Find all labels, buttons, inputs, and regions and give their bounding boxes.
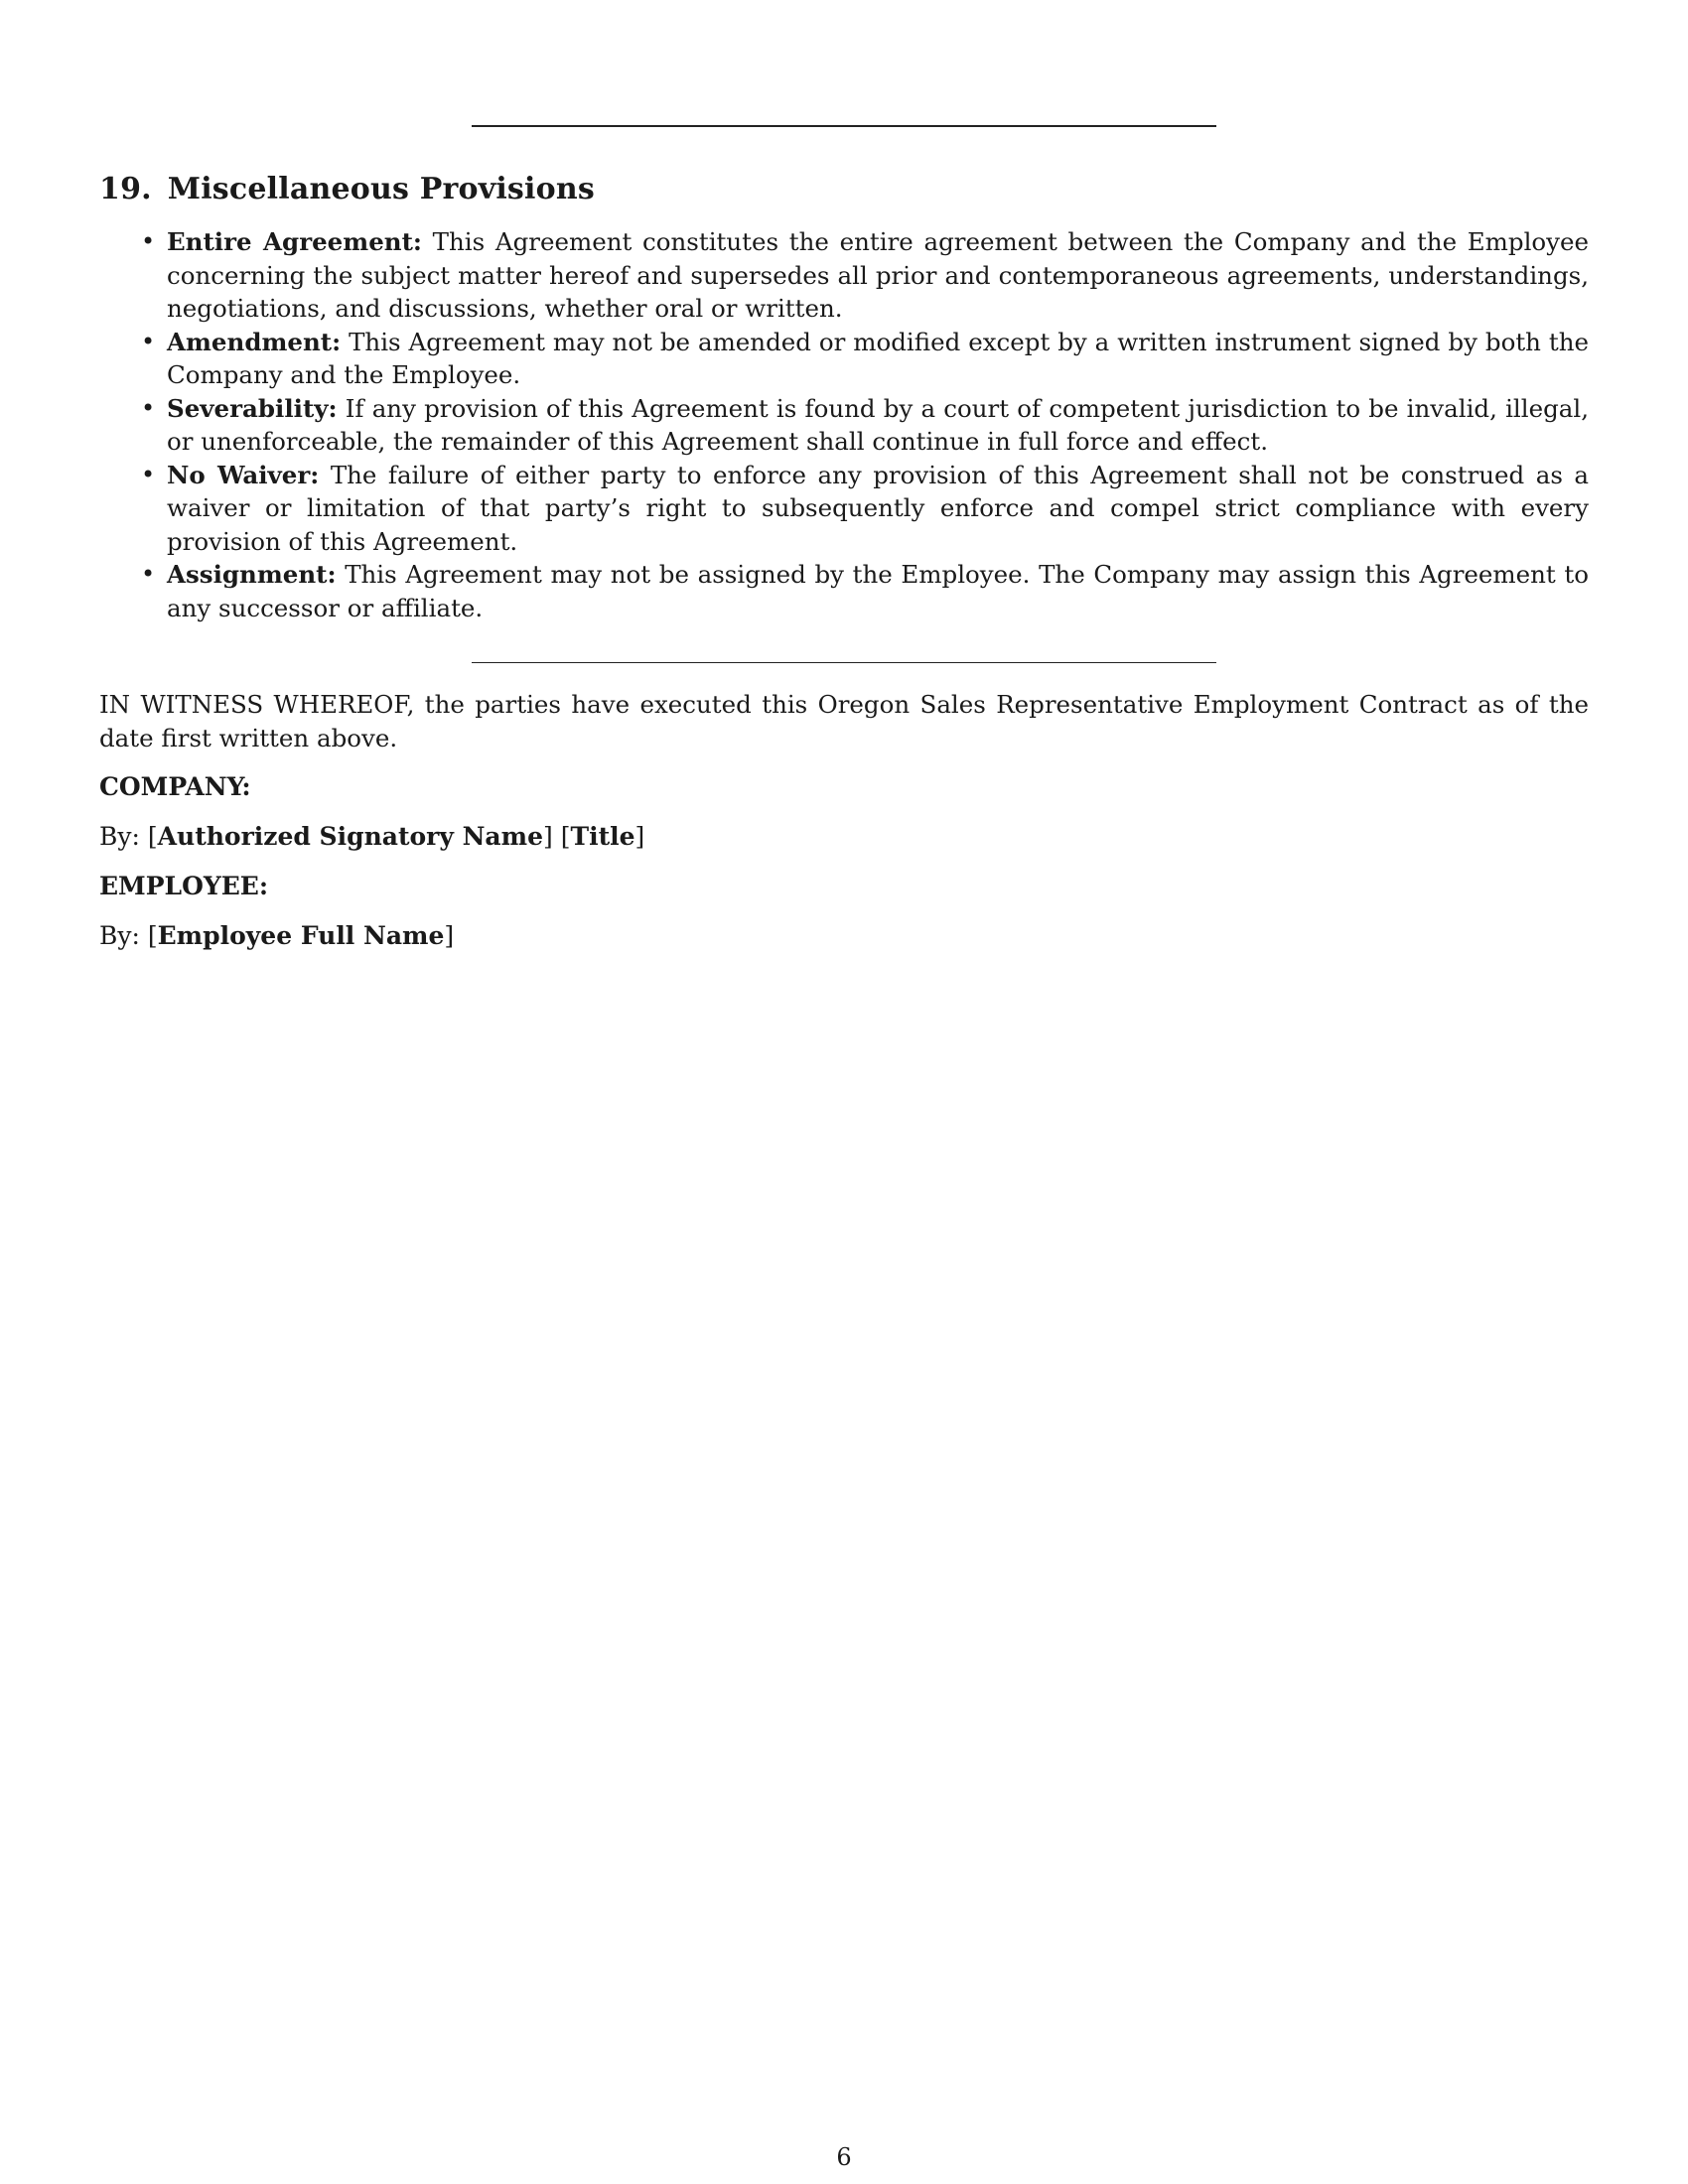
witness-clause: IN WITNESS WHEREOF, the parties have executed this Oregon Sales Representative Employment Contract as of the date first written above. bbox=[99, 690, 1589, 752]
employee-by-prefix: By: bbox=[99, 921, 140, 950]
bullet-icon: • bbox=[141, 560, 156, 588]
list-item bbox=[99, 392, 1589, 459]
document-page bbox=[99, 0, 1589, 2184]
section-number: 19. bbox=[99, 172, 152, 206]
page-number: 6 bbox=[836, 2143, 852, 2171]
provision-text: If any provision of this Agreement is found by a court of competent jurisdiction to be invalid, illegal, or unenforceable, the remainder of this Agreement shall continue in full force and effect. bbox=[167, 393, 1589, 456]
company-title: Title bbox=[570, 822, 635, 851]
bullet-icon: • bbox=[141, 460, 156, 488]
bullet-icon: • bbox=[141, 393, 156, 422]
provision-term: Assignment: bbox=[167, 560, 337, 589]
top-divider bbox=[472, 125, 1216, 127]
provision-text: This Agreement may not be assigned by the Employee. The Company may assign this Agreement to any successor or affiliate. bbox=[167, 560, 1589, 622]
provision-term: Entire Agreement: bbox=[167, 227, 422, 256]
section-title: Miscellaneous Provisions bbox=[167, 172, 595, 206]
section-heading bbox=[99, 172, 595, 206]
list-item bbox=[99, 225, 1589, 326]
company-signatory: Authorized Signatory Name bbox=[157, 822, 543, 851]
provision-text: The failure of either party to enforce any provision of this Agreement shall not be construed as a waiver or limitation of that party’s right to subsequently enforce and compel strict compliance with every provision of this Agreement. bbox=[167, 460, 1589, 556]
provision-term: Amendment: bbox=[167, 327, 342, 356]
company-label: COMPANY: bbox=[99, 772, 251, 801]
middle-divider bbox=[472, 662, 1216, 663]
company-signature-line: By: [Authorized Signatory Name] [Title] bbox=[99, 822, 645, 851]
company-by-prefix: By: bbox=[99, 822, 140, 851]
list-item bbox=[99, 326, 1589, 392]
provisions-list bbox=[99, 225, 1589, 624]
list-item bbox=[99, 558, 1589, 624]
bullet-icon: • bbox=[141, 227, 156, 255]
provision-text: This Agreement may not be amended or modified except by a written instrument signed by both the Company and the Employee. bbox=[167, 327, 1589, 389]
provision-text: This Agreement constitutes the entire agreement between the Company and the Employee concerning the subject matter hereof and supersedes all prior and contemporaneous agreements, understandings, negotiations, and discussions, whether oral or written. bbox=[167, 227, 1589, 323]
employee-name: Employee Full Name bbox=[157, 921, 445, 950]
list-item bbox=[99, 459, 1589, 559]
provision-term: Severability: bbox=[167, 393, 338, 423]
bullet-icon: • bbox=[141, 327, 156, 355]
employee-label: EMPLOYEE: bbox=[99, 872, 269, 900]
provision-term: No Waiver: bbox=[167, 460, 320, 489]
employee-signature-line: By: [Employee Full Name] bbox=[99, 921, 455, 950]
